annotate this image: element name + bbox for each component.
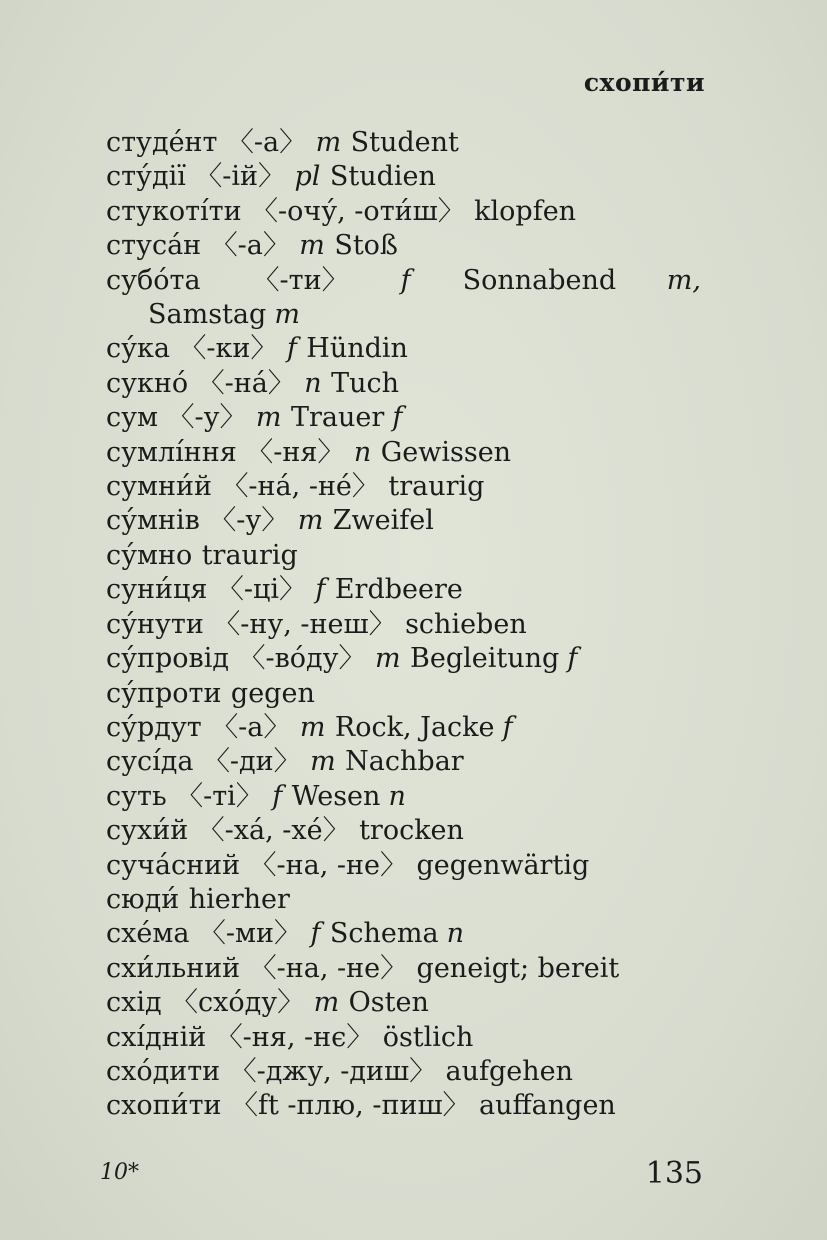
translation: traurig [201,539,298,571]
translation: Rock, Jacke [334,711,495,743]
dictionary-entry [106,745,716,779]
translation: Gewissen [380,436,512,468]
headword: суча́сний [106,849,241,881]
grammar-forms: 〈-у〉 [167,402,247,434]
translation: Hündin [306,333,408,365]
entry-list [106,126,716,1124]
dictionary-entry [106,470,716,504]
translation: auffangen [479,1090,616,1122]
translation: Osten [348,987,429,1019]
translation: Sonnabend [462,264,617,296]
translation: geneigt; bereit [416,952,620,984]
dictionary-entry [106,1055,716,1089]
headword: стуса́н [106,230,202,262]
headword: су́проти [106,677,222,709]
grammar-forms: 〈-ті〉 [176,780,263,812]
dictionary-entry [106,1089,716,1123]
translation-gender: f [502,711,513,743]
translation: Tuch [331,367,399,399]
dictionary-entry [106,367,716,401]
grammar-forms: 〈ft -плю, -пиш〉 [230,1090,470,1122]
translation: schieben [405,608,527,640]
grammar-forms: 〈-ки〉 [179,333,278,365]
translation: Studien [329,161,436,193]
translation: klopfen [474,195,577,227]
translation: gegen [230,677,315,709]
part-of-speech: f [315,574,326,606]
part-of-speech: f [272,780,283,812]
headword: схопи́ти [106,1090,222,1122]
headword: суни́ця [106,574,208,606]
dictionary-entry [106,642,716,676]
grammar-forms: 〈-во́ду〉 [238,643,366,675]
part-of-speech: n [353,436,372,468]
translation: gegenwärtig [416,849,590,881]
grammar-forms: 〈-ди〉 [202,746,301,778]
grammar-forms: 〈-на, -не〉 [249,952,408,984]
dictionary-entry [106,504,716,538]
dictionary-entry [106,332,716,366]
dictionary-entry [106,573,716,607]
dictionary-entry [106,677,716,711]
translation-gender: m, [666,264,701,296]
entry-continuation [106,298,716,332]
translation: Stoß [334,230,398,262]
grammar-forms: 〈-ми〉 [198,918,301,950]
grammar-forms: 〈-а〉 [210,230,290,262]
translation: Erdbeere [334,574,463,606]
dictionary-entry [106,917,716,951]
dictionary-entry [106,195,716,229]
dictionary-entry [106,264,716,333]
translation-gender: f [567,643,578,675]
dictionary-entry [106,436,716,470]
headword: су́нути [106,608,204,640]
dictionary-entry [106,608,716,642]
headword: схід [106,987,162,1019]
headword: су́рдут [106,711,202,743]
grammar-forms: 〈-очу́, -оти́ш〉 [251,195,465,227]
translation: Begleitung [410,643,560,675]
grammar-forms: 〈-а〉 [226,127,307,158]
dictionary-entry [106,883,716,917]
dictionary-entry [106,160,716,194]
translation: traurig [388,471,485,503]
headword: сумни́й [106,471,212,503]
grammar-forms: 〈-ій〉 [195,161,286,193]
translation: trocken [359,815,464,847]
grammar-forms: 〈-ха́, -хе́〉 [197,815,350,847]
translation-gender: n [388,780,406,812]
part-of-speech: m [299,711,326,743]
translation: Nachbar [345,746,464,778]
grammar-forms: 〈-джу, -диш〉 [229,1055,437,1087]
grammar-forms: 〈-на́〉 [197,367,295,399]
headword: сум [106,402,159,434]
part-of-speech: m [310,746,336,778]
part-of-speech: f [310,918,321,950]
translation-gender: f [392,402,403,434]
dictionary-entry [106,986,716,1020]
grammar-forms: 〈-на, -не〉 [249,849,407,881]
dictionary-entry [106,780,716,814]
part-of-speech: n [304,367,322,399]
part-of-speech: m [313,987,340,1019]
translation: Samstag [148,299,267,331]
grammar-forms: 〈-а〉 [211,711,291,743]
headword: схі́дній [106,1021,207,1053]
part-of-speech: f [400,264,411,296]
signature-mark: 10* [100,1160,139,1185]
headword: сусі́да [106,746,194,778]
translation: Schema [329,918,439,950]
page-number: 135 [645,1156,703,1191]
headword: сумлі́ння [106,436,237,468]
part-of-speech: pl [294,161,321,193]
part-of-speech: m [374,643,401,675]
headword: су́мнів [106,505,200,537]
grammar-forms: 〈-у〉 [209,505,289,537]
headword: субо́та [106,264,201,296]
running-head: схопи́ти [583,68,705,97]
headword: схе́ма [106,918,190,950]
dictionary-entry [106,401,716,435]
headword: сюди́ [106,883,180,915]
headword: студе́нт [106,127,218,158]
grammar-forms: 〈-ці〉 [216,574,306,606]
translation: östlich [382,1021,474,1053]
grammar-forms: 〈-на́, -не́〉 [221,471,379,503]
part-of-speech: m [297,505,324,537]
part-of-speech: f [286,333,297,365]
headword: схи́льний [106,952,241,984]
translation-gender: m [274,299,300,331]
dictionary-entry [106,1021,716,1055]
dictionary-entry [106,814,716,848]
grammar-forms: 〈-ти〉 [252,264,349,296]
grammar-forms: 〈-ня, -нє〉 [215,1021,374,1053]
headword: су́ка [106,333,170,365]
translation: hierher [188,883,290,915]
part-of-speech: m [315,127,342,158]
translation: Student [350,127,459,158]
headword: сухи́й [106,815,189,847]
headword: суть [106,780,167,812]
dictionary-entry [106,952,716,986]
dictionary-entry [106,229,716,263]
dictionary-entry [106,539,716,573]
part-of-speech: m [299,230,325,262]
translation: aufgehen [445,1055,574,1087]
headword: сту́дії [106,161,186,193]
translation: Zweifel [332,505,434,537]
dictionary-entry [106,849,716,883]
translation: Wesen [291,780,381,812]
grammar-forms: 〈-ня〉 [246,436,345,468]
headword: стукоті́ти [106,195,242,227]
headword: су́провід [106,643,230,675]
headword: схо́дити [106,1055,221,1087]
translation: Trauer [290,402,385,434]
part-of-speech: m [255,402,282,434]
grammar-forms: 〈схо́ду〉 [171,987,305,1019]
grammar-forms: 〈-ну, -неш〉 [213,608,396,640]
translation-gender: n [446,918,465,950]
dictionary-entry [106,711,716,745]
headword: су́мно [106,539,193,571]
dictionary-entry [106,126,716,160]
headword: сукно́ [106,367,189,399]
